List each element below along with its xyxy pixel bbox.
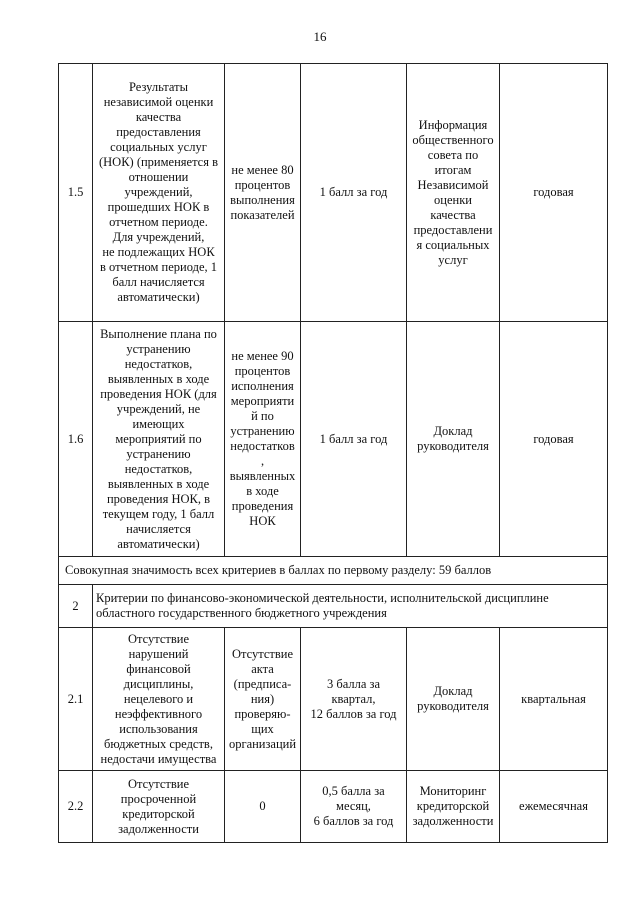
section-summary: Совокупная значимость всех критериев в баллах по первому разделу: 59 баллов <box>59 557 608 585</box>
period-cell: квартальная <box>500 628 608 771</box>
period-cell: годовая <box>500 64 608 322</box>
row-number: 2.1 <box>59 628 93 771</box>
section-summary-row <box>59 557 608 585</box>
period-cell: годовая <box>500 322 608 557</box>
target-cell: не менее 90 процентов исполнения мероприяти й по устранению недостатков , выявленных в ходе проведения НОК <box>225 322 301 557</box>
source-cell: Доклад руководителя <box>407 628 500 771</box>
source-cell: Информация общественного совета по итогам Независимой оценки качества предоставлени я социальных услуг <box>407 64 500 322</box>
criterion-cell: Выполнение плана по устранению недостатков, выявленных в ходе проведения НОК (для учреждений, не имеющих мероприятий по устранению недостатков, выявленных в ходе проведения НОК, в текущем году, 1 балл начисляется автоматически) <box>93 322 225 557</box>
section-number: 2 <box>59 585 93 628</box>
table-row <box>59 628 608 771</box>
page-number: 16 <box>313 29 327 44</box>
period-cell: ежемесячная <box>500 771 608 843</box>
section-title: Критерии по финансово-экономической деятельности, исполнительской дисциплине областного государственного бюджетного учреждения <box>93 585 608 628</box>
row-number: 1.6 <box>59 322 93 557</box>
target-cell: 0 <box>225 771 301 843</box>
target-cell: Отсутствие акта (предписа- ния) проверяю- щих организаций <box>225 628 301 771</box>
points-cell: 3 балла за квартал, 12 баллов за год <box>301 628 407 771</box>
criterion-cell: Отсутствие нарушений финансовой дисциплины, нецелевого и неэффективного использования бюджетных средств, недостачи имущества <box>93 628 225 771</box>
table-row <box>59 64 608 322</box>
row-number: 1.5 <box>59 64 93 322</box>
row-number: 2.2 <box>59 771 93 843</box>
criterion-cell: Отсутствие просроченной кредиторской задолженности <box>93 771 225 843</box>
criterion-cell: Результаты независимой оценки качества предоставления социальных услуг (НОК) (применяется в отношении учреждений, прошедших НОК в отчетном периоде. Для учреждений, не подлежащих НОК в отчетном периоде, 1 балл начисляется автоматически) <box>93 64 225 322</box>
points-cell: 1 балл за год <box>301 64 407 322</box>
criteria-table <box>58 63 608 843</box>
target-cell: не менее 80 процентов выполнения показателей <box>225 64 301 322</box>
table-row <box>59 771 608 843</box>
points-cell: 1 балл за год <box>301 322 407 557</box>
section-header-row <box>59 585 608 628</box>
points-cell: 0,5 балла за месяц, 6 баллов за год <box>301 771 407 843</box>
source-cell: Доклад руководителя <box>407 322 500 557</box>
source-cell: Мониторинг кредиторской задолженности <box>407 771 500 843</box>
table-row <box>59 322 608 557</box>
